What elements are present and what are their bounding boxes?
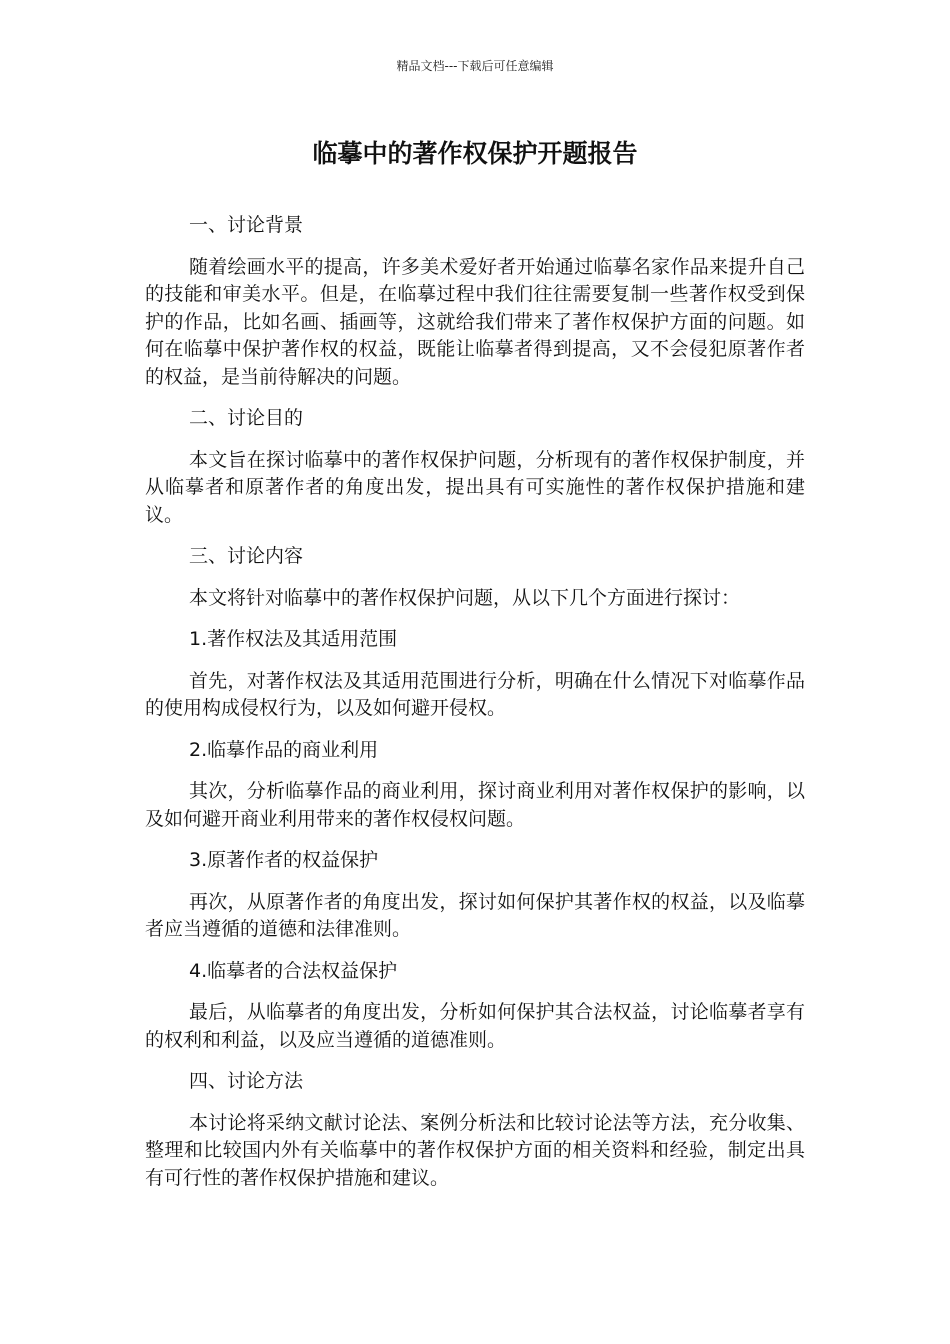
document-title: 临摹中的著作权保护开题报告 [312, 139, 638, 168]
subheading-commercial-use: 2.临摹作品的商业利用 [189, 738, 379, 761]
subheading-copyright-law: 1.著作权法及其适用范围 [189, 628, 398, 650]
subheading-original-author-rights: 3.原著作者的权益保护 [189, 849, 379, 871]
paragraph-method: 本讨论将采纳文献讨论法、案例分析法和比较讨论法等方法，充分收集、整理和比较国内外有关临摹中的著作权保护方面的相关资料和经验，制定出具有可行性的著作权保护措施和建议。 [145, 1111, 805, 1189]
section-heading-background: 一、讨论背景 [189, 214, 304, 236]
document-body [145, 212, 805, 1206]
paragraph-purpose: 本文旨在探讨临摹中的著作权保护问题，分析现有的著作权保护制度，并从临摹者和原著作者的角度出发，提出具有可实施性的著作权保护措施和建议。 [145, 448, 805, 526]
section-heading-purpose: 二、讨论目的 [189, 407, 304, 429]
paragraph-commercial-use: 其次，分析临摹作品的商业利用，探讨商业利用对著作权保护的影响，以及如何避开商业利用带来的著作权侵权问题。 [145, 780, 805, 830]
page-header-note: 精品文档---下载后可任意编辑 [396, 59, 554, 73]
paragraph-copyright-law: 首先，对著作权法及其适用范围进行分析，明确在什么情况下对临摹作品的使用构成侵权行为，以及如何避开侵权。 [145, 669, 805, 719]
paragraph-copier-rights: 最后，从临摹者的角度出发，分析如何保护其合法权益，讨论临摹者享有的权利和利益，以及应当遵循的道德准则。 [145, 1001, 805, 1051]
section-heading-content: 三、讨论内容 [189, 545, 304, 567]
section-heading-method: 四、讨论方法 [189, 1070, 304, 1092]
paragraph-content-intro: 本文将针对临摹中的著作权保护问题，从以下几个方面进行探讨： [189, 586, 741, 609]
paragraph-original-author-rights: 再次，从原著作者的角度出发，探讨如何保护其著作权的权益，以及临摹者应当遵循的道德和法律准则。 [145, 890, 805, 940]
paragraph-background: 随着绘画水平的提高，许多美术爱好者开始通过临摹名家作品来提升自己的技能和审美水平。但是，在临摹过程中我们往往需要复制一些著作权受到保护的作品，比如名画、插画等，这就给我们带来了著作权保护方面的问题。如何在临摹中保护著作权的权益，既能让临摹者得到提高，又不会侵犯原著作者的权益，是当前待解决的问题。 [145, 255, 805, 388]
subheading-copier-rights: 4.临摹者的合法权益保护 [189, 959, 398, 982]
